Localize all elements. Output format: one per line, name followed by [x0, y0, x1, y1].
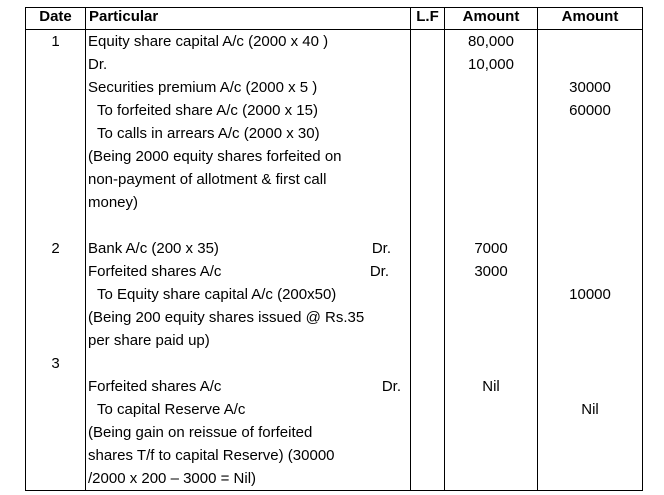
journal-entry-3: [26, 352, 643, 491]
header-lf: L.F: [411, 8, 445, 30]
particular-line: [88, 375, 408, 398]
narration-line: (Being 200 equity shares issued @ Rs.35: [88, 309, 365, 326]
debit-amount: Nil: [482, 378, 500, 395]
header-row: [26, 8, 643, 30]
narration-line: per share paid up): [88, 332, 210, 349]
particular-line: To calls in arrears A/c (2000 x 30): [97, 125, 320, 142]
dr-marker: Dr.: [381, 378, 401, 395]
spacer: [540, 237, 640, 260]
particular-line: To forfeited share A/c (2000 x 15): [97, 102, 318, 119]
entry-credit-cell: [538, 352, 643, 491]
entry-debit-cell: [445, 30, 538, 238]
spacer: [540, 30, 640, 53]
journal-entry-1: [26, 30, 643, 238]
entry-number: 1: [51, 33, 60, 50]
narration-line: money): [88, 194, 139, 211]
spacer: [88, 214, 408, 237]
particular-line: [88, 260, 408, 283]
entry-particulars: [86, 30, 411, 238]
entry-date-cell: [26, 30, 86, 238]
narration-line: non-payment of allotment & first call: [88, 171, 327, 188]
account-name: Forfeited shares A/c: [88, 378, 222, 395]
spacer: [447, 352, 535, 375]
entry-number: 3: [51, 355, 60, 372]
credit-amount: 10000: [569, 286, 611, 303]
header-date: Date: [26, 8, 86, 30]
narration-line: (Being 2000 equity shares forfeited on: [88, 148, 342, 165]
particular-line: To Equity share capital A/c (200x50): [97, 286, 337, 303]
narration-line: (Being gain on reissue of forfeited: [88, 424, 313, 441]
entry-credit-cell: [538, 30, 643, 238]
debit-amount: 3000: [474, 263, 508, 280]
narration-line: shares T/f to capital Reserve) (30000: [88, 447, 335, 464]
journal-table: [25, 7, 643, 491]
entry-debit-cell: [445, 352, 538, 491]
journal-entry-2: [26, 237, 643, 352]
header-particular: Particular: [86, 8, 411, 30]
credit-amount: Nil: [581, 401, 599, 418]
header-debit-amount: Amount: [445, 8, 538, 30]
narration-line: /2000 x 200 – 3000 = Nil): [88, 470, 257, 487]
entry-particulars: [86, 352, 411, 491]
dr-marker: Dr.: [371, 240, 391, 257]
spacer: [540, 260, 640, 283]
particular-line: Equity share capital A/c (2000 x 40 ): [88, 33, 329, 50]
account-name: Bank A/c (200 x 35): [88, 240, 219, 257]
account-name: Forfeited shares A/c: [88, 263, 222, 280]
spacer: [540, 352, 640, 375]
entry-number: 2: [51, 240, 60, 257]
credit-amount: 60000: [569, 102, 611, 119]
entry-debit-cell: [445, 237, 538, 352]
entry-date-cell: [26, 237, 86, 352]
entry-particulars: [86, 237, 411, 352]
particular-line: [88, 237, 408, 260]
entry-lf-cell: [411, 30, 445, 238]
particular-line: To capital Reserve A/c: [97, 401, 246, 418]
debit-amount: 7000: [474, 240, 508, 257]
particular-line: Securities premium A/c (2000 x 5 ): [88, 79, 318, 96]
entry-credit-cell: [538, 237, 643, 352]
particular-line: Dr.: [88, 56, 108, 73]
entry-date-cell: [26, 352, 86, 491]
credit-amount: 30000: [569, 79, 611, 96]
header-credit-amount: Amount: [538, 8, 643, 30]
debit-amount: 10,000: [468, 56, 514, 73]
entry-lf-cell: [411, 237, 445, 352]
debit-amount: 80,000: [468, 33, 514, 50]
entry-lf-cell: [411, 352, 445, 491]
spacer: [88, 352, 408, 375]
spacer: [540, 53, 640, 76]
dr-marker: Dr.: [369, 263, 389, 280]
spacer: [540, 375, 640, 398]
